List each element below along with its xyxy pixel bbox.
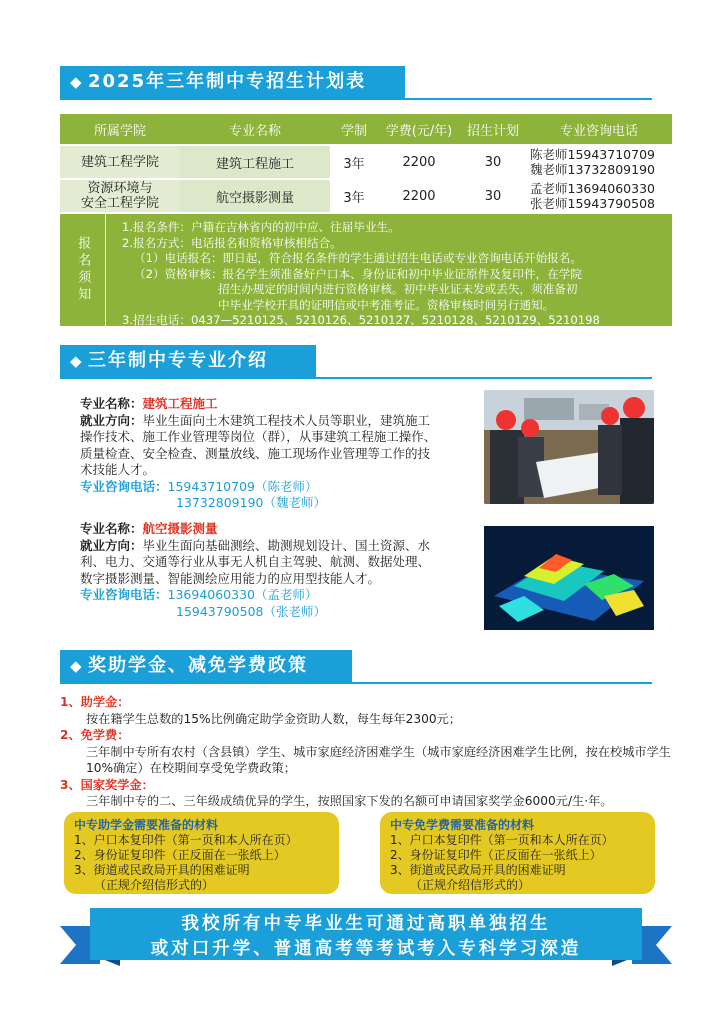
years-cell: 3年 bbox=[330, 146, 378, 178]
list-item: （正规介绍信形式的） bbox=[94, 878, 215, 892]
major-intro-aerial: 专业名称：航空摄影测量 就业方向：毕业生面向基础测绘、勘测规划设计、国土资源、水利、电力、交通等行业从事无人机自主驾驶、航测、数据处理、数字摄影测量、智能测绘应用能力的应用型技能人才。 专业咨询电话：13694060330（孟老师） 15943790508（张老师） bbox=[80, 521, 431, 619]
column-header: 学费(元/年) bbox=[378, 114, 460, 144]
list-item: 3、街道或民政局开具的困难证明 bbox=[74, 863, 250, 877]
section-title-policy bbox=[60, 650, 352, 682]
major-cell: 航空摄影测量 bbox=[180, 180, 330, 212]
fee-cell: 2200 bbox=[378, 180, 460, 212]
notice-line: （2）资格审核：报名学生须准备好户口本、身份证和初中毕业证原件及复印件，在学院 bbox=[134, 266, 582, 281]
column-header: 学制 bbox=[330, 114, 378, 144]
college-cell: 建筑工程学院 bbox=[60, 146, 180, 178]
list-item: 2、身份证复印件（正反面在一张纸上） bbox=[74, 848, 286, 862]
column-header: 专业咨询电话 bbox=[526, 114, 672, 144]
diamond-icon: ◆ bbox=[70, 352, 84, 370]
policy-list bbox=[60, 694, 672, 810]
section-title-plan bbox=[60, 66, 405, 98]
registration-notice bbox=[60, 214, 672, 326]
major-cell: 建筑工程施工 bbox=[180, 146, 330, 178]
box-title: 中专助学金需要准备的材料 bbox=[74, 818, 219, 832]
divider bbox=[60, 377, 652, 379]
policy-heading: 1、助学金： bbox=[60, 695, 130, 709]
list-item: 1、户口本复印件（第一页和本人所在页） bbox=[390, 833, 614, 847]
major-intro-construction: 专业名称：建筑工程施工 就业方向：毕业生面向土木建筑工程技术人员等职业，建筑施工操作技术、施工作业管理等岗位（群），从事建筑工程施工操作、质量检查、安全检查、测量放线、施工现场作业管理等工作的技术技能人才。 专业咨询电话：15943710709（陈老师） 13732809190（魏老师） bbox=[80, 396, 437, 510]
diamond-icon: ◆ bbox=[70, 73, 84, 91]
list-item: （正规介绍信形式的） bbox=[410, 878, 531, 892]
list-item: 3、街道或民政局开具的困难证明 bbox=[390, 863, 566, 877]
list-item: 1、户口本复印件（第一页和本人所在页） bbox=[74, 833, 298, 847]
banner-text: 我校所有中专毕业生可通过高职单独招生 或对口升学、普通高考等考试考入专科学习深造 bbox=[150, 914, 582, 959]
column-header: 招生计划 bbox=[460, 114, 526, 144]
policy-heading: 2、免学费： bbox=[60, 728, 130, 742]
notice-line: 1.报名条件：户籍在吉林省内的初中应、往届毕业生。 bbox=[122, 220, 400, 234]
notice-line: （1）电话报名：即日起，符合报名条件的学生通过招生电话或专业咨询电话开始报名。 bbox=[134, 251, 582, 265]
column-header: 所属学院 bbox=[60, 114, 180, 144]
divider bbox=[60, 682, 652, 684]
notice-line: 中毕业学校开具的证明信或中考准考证。资格审核时间另行通知。 bbox=[218, 297, 555, 312]
tuition-waiver-materials-box bbox=[380, 812, 655, 894]
diamond-icon: ◆ bbox=[70, 657, 84, 675]
section-title-text: 三年制中专专业介绍 bbox=[88, 350, 268, 371]
box-title: 中专免学费需要准备的材料 bbox=[390, 818, 535, 832]
quota-cell: 30 bbox=[460, 180, 526, 212]
table-header-row bbox=[60, 114, 672, 144]
table-row bbox=[60, 146, 672, 178]
section-title-text: 奖助学金、减免学费政策 bbox=[88, 655, 308, 676]
policy-text: 三年制中专的二、三年级成绩优异的学生，按照国家下发的名额可申请国家奖学金6000元/生·年。 bbox=[86, 794, 613, 808]
section-title-majors bbox=[60, 345, 316, 377]
quota-cell: 30 bbox=[460, 146, 526, 178]
notice-side-label: 报名须知 bbox=[60, 214, 106, 326]
bottom-ribbon-banner bbox=[60, 908, 672, 970]
fee-cell: 2200 bbox=[378, 146, 460, 178]
policy-text: 三年制中专所有农村（含县镇）学生、城市家庭经济困难学生（城市家庭经济困难学生比例，按在校城市学生10%确定）在校期间享受免学费政策； bbox=[86, 744, 671, 775]
notice-line: 2.报名方式：电话报名和资格审核相结合。 bbox=[122, 235, 342, 250]
grant-materials-box bbox=[64, 812, 339, 894]
section-title-text: 2025年三年制中专招生计划表 bbox=[88, 71, 367, 92]
policy-text: 按在籍学生总数的15%比例确定助学金资助人数，每生每年2300元； bbox=[86, 711, 461, 726]
college-cell: 资源环境与 安全工程学院 bbox=[60, 180, 180, 212]
list-item: 2、身份证复印件（正反面在一张纸上） bbox=[390, 848, 602, 862]
aerial-survey-3d-model-image bbox=[484, 526, 654, 630]
policy-heading: 3、国家奖学金： bbox=[60, 777, 154, 792]
construction-site-photo bbox=[484, 390, 654, 504]
years-cell: 3年 bbox=[330, 180, 378, 212]
divider bbox=[60, 98, 652, 100]
notice-line: 3.招生电话：0437—5210125、5210126、5210127、5210128、5210129、5210198 bbox=[122, 313, 600, 327]
notice-line: 招生办规定的时间内进行资格审核。初中毕业证未发或丢失，须准备初 bbox=[218, 282, 578, 296]
phone-cell: 孟老师13694060330 张老师15943790508 bbox=[526, 180, 672, 212]
table-row bbox=[60, 180, 672, 212]
phone-cell: 陈老师15943710709 魏老师13732809190 bbox=[526, 146, 672, 178]
enrollment-plan-table bbox=[60, 112, 672, 214]
column-header: 专业名称 bbox=[180, 114, 330, 144]
